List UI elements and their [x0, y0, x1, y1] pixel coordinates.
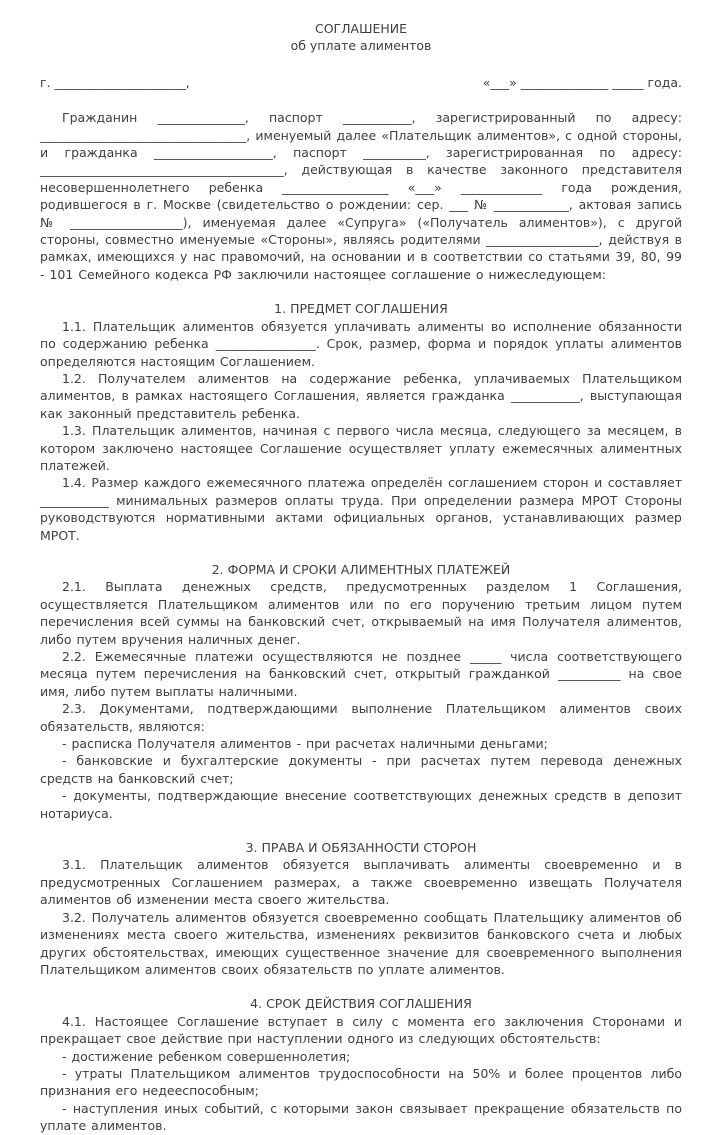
- clause-4-1-item-disability: - утраты Плательщиком алиментов трудоспособности на 50% и более процентов либо признания его недееспособным;: [40, 1065, 682, 1099]
- clause-4-1-item-other-events: - наступления иных событий, с которыми закон связывает прекращение обязательств по уплате алиментов.: [40, 1100, 682, 1134]
- clause-2-3: 2.3. Документами, подтверждающими выполнение Плательщиком алиментов своих обязательств, являются:: [40, 701, 682, 734]
- clause-1-4: 1.4. Размер каждого ежемесячного платежа определён соглашением сторон и составляет ___________ минимальных размеров оплаты труда. При определении размера МРОТ Стороны руководствуются нормативными актами официальных органов, устанавливающих размер МРОТ.: [40, 475, 682, 543]
- clause-3-1: 3.1. Плательщик алиментов обязуется выплачивать алименты своевременно и в предусмотренных Соглашением размерах, а также своевременно извещать Получателя алиментов об изменении места своего жительства.: [40, 857, 682, 908]
- place-blank-field: г. _____________________,: [40, 74, 190, 90]
- document-subtitle: об уплате алиментов: [290, 38, 432, 54]
- clause-2-2: 2.2. Ежемесячные платежи осуществляются не позднее _____ числа соответствующего месяца путем перечисления на банковский счет, открытый гражданкой __________ на свое имя, либо путем выплаты наличными.: [40, 649, 682, 699]
- clause-2-3-item-notary-deposit: - документы, подтверждающие внесение соответствующих денежных средств в депозит нотариуса.: [40, 788, 682, 821]
- clause-2-1: 2.1. Выплата денежных средств, предусмотренных разделом 1 Соглашения, осуществляется Плательщиком алиментов или по его поручению третьим лицом путем перечисления всей суммы на банковский счет, открываемый на имя Получателя алиментов, либо путем вручения наличных денег.: [40, 579, 682, 647]
- section-2-heading: 2. ФОРМА И СРОКИ АЛИМЕНТНЫХ ПЛАТЕЖЕЙ: [211, 561, 511, 577]
- section-3-heading: 3. ПРАВА И ОБЯЗАННОСТИ СТОРОН: [245, 840, 477, 856]
- date-blank-field: «___» ______________ _____ года.: [482, 74, 682, 90]
- clause-1-3: 1.3. Плательщик алиментов, начиная с первого числа месяца, следующего за месяцем, в котором заключено настоящее Соглашение осуществляет уплату ежемесячных алиментных платежей.: [40, 423, 682, 473]
- document-title: СОГЛАШЕНИЕ: [314, 21, 408, 36]
- clause-2-3-item-cash-receipt: - расписка Получателя алиментов - при расчетах наличными деньгами;: [62, 736, 548, 752]
- preamble-paragraph: Гражданин ______________, паспорт ___________, зарегистрированный по адресу: _________________________________, именуемый далее «Плательщик алиментов», с одной стороны, и гражданка ___________________, паспорт __________, зарегистрированная по адресу: _______________________________________, действующая в качестве законного представителя несовершеннолетнего ребенка _________________ «___» _____________ года рождения, родившегося в г. Москве (свидетельство о рождении: сер. ___ № ____________, актовая запись № __________________), именуемая далее «Супруга» («Получатель алиментов»), с другой стороны, совместно именуемые «Стороны», являясь родителями __________________, действуя в рамках, имеющихся у нас правомочий, на основании и в соответствии со статьями 39, 80, 99 - 101 Семейного кодекса РФ заключили настоящее соглашение о нижеследующем:: [40, 110, 682, 282]
- section-4-heading: 4. СРОК ДЕЙСТВИЯ СОГЛАШЕНИЯ: [250, 996, 472, 1012]
- place-date-row: [40, 74, 682, 91]
- clause-1-2: 1.2. Получателем алиментов на содержание ребенка, уплачиваемых Плательщиком алиментов, в рамках настоящего Соглашения, является гражданка ___________, выступающая как законный представитель ребенка.: [40, 370, 682, 421]
- section-1-heading: 1. ПРЕДМЕТ СОГЛАШЕНИЯ: [274, 301, 448, 317]
- clause-4-1-item-majority: - достижение ребенком совершеннолетия;: [62, 1048, 351, 1064]
- clause-4-1: 4.1. Настоящее Соглашение вступает в силу с момента его заключения Сторонами и прекращает свое действие при наступлении одного из следующих обстоятельств:: [40, 1013, 682, 1047]
- clause-3-2: 3.2. Получатель алиментов обязуется своевременно сообщать Плательщику алиментов об изменениях места своего жительства, изменениях реквизитов банковского счета и любых других обстоятельствах, имеющих существенное значение для своевременного выполнения Плательщиком алиментов своих обязательств по уплате алиментов.: [40, 909, 682, 977]
- clause-2-3-item-bank-documents: - банковские и бухгалтерские документы - при расчетах путем перевода денежных средств на банковский счет;: [40, 753, 682, 786]
- clause-1-1: 1.1. Плательщик алиментов обязуется уплачивать алименты во исполнение обязанности по содержанию ребенка ________________. Срок, размер, форма и порядок уплаты алиментов определяются настоящим Соглашением.: [40, 318, 682, 369]
